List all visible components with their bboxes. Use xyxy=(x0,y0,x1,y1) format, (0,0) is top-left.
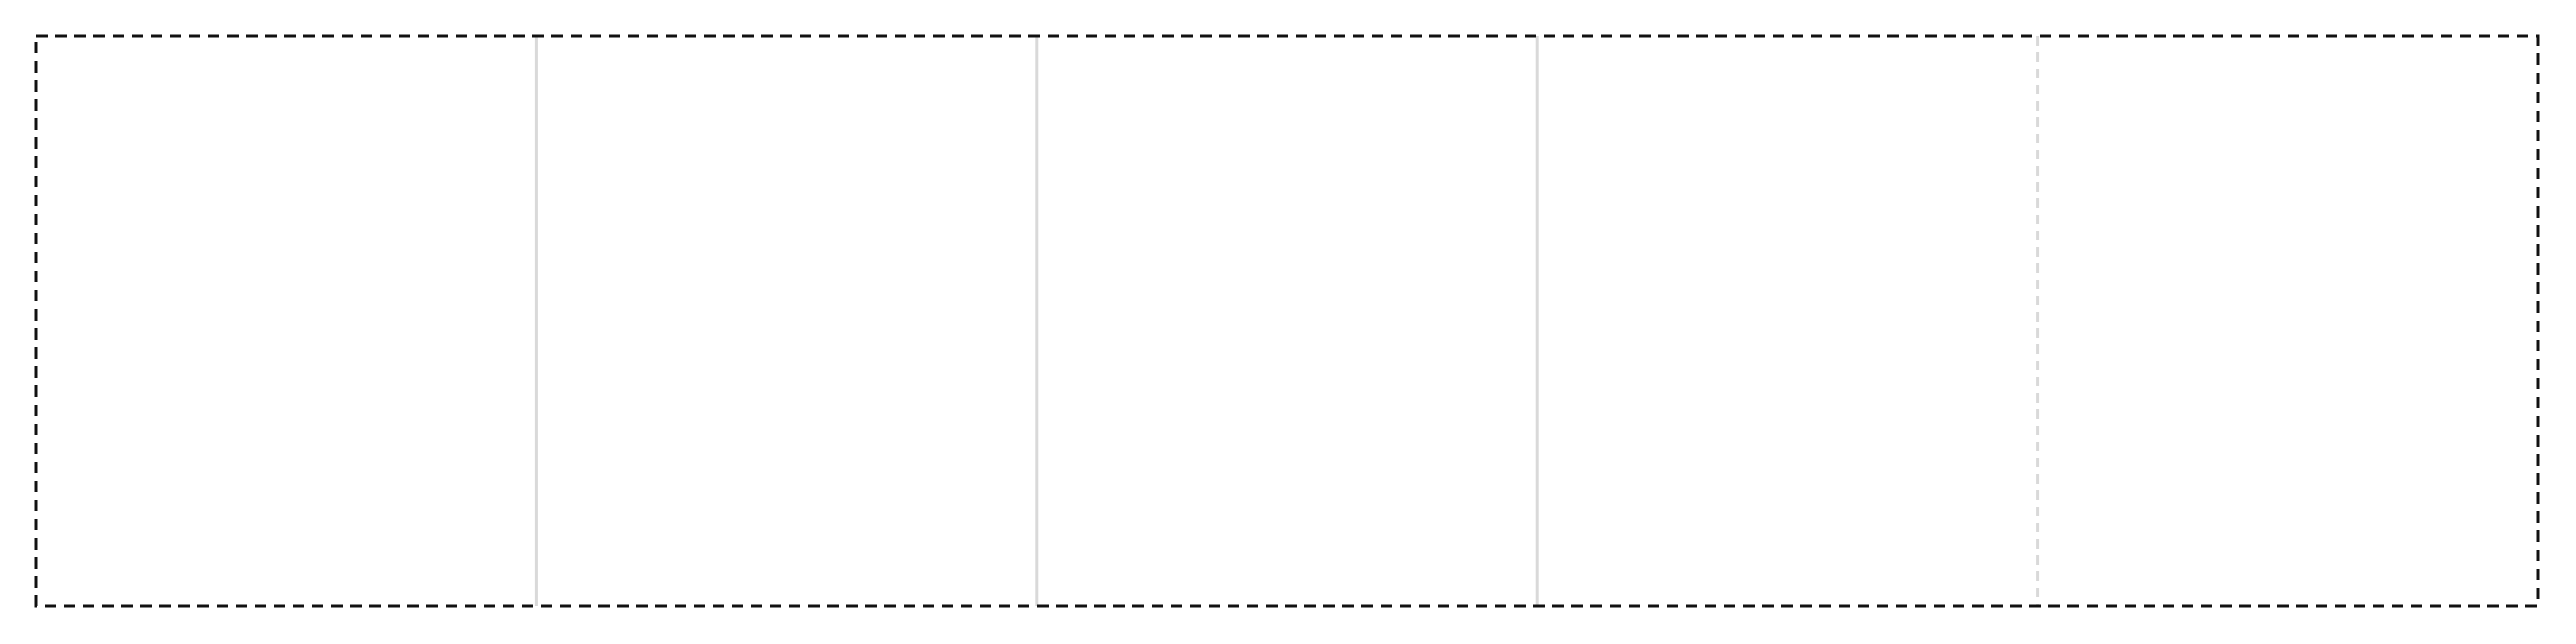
column-panel-1 xyxy=(36,36,536,606)
column-panel-2 xyxy=(536,36,1036,606)
column-panel-4 xyxy=(1537,36,2037,606)
column-panel-5 xyxy=(2038,36,2538,606)
column-panel-3 xyxy=(1037,36,1537,606)
columns-layer xyxy=(36,36,2538,606)
